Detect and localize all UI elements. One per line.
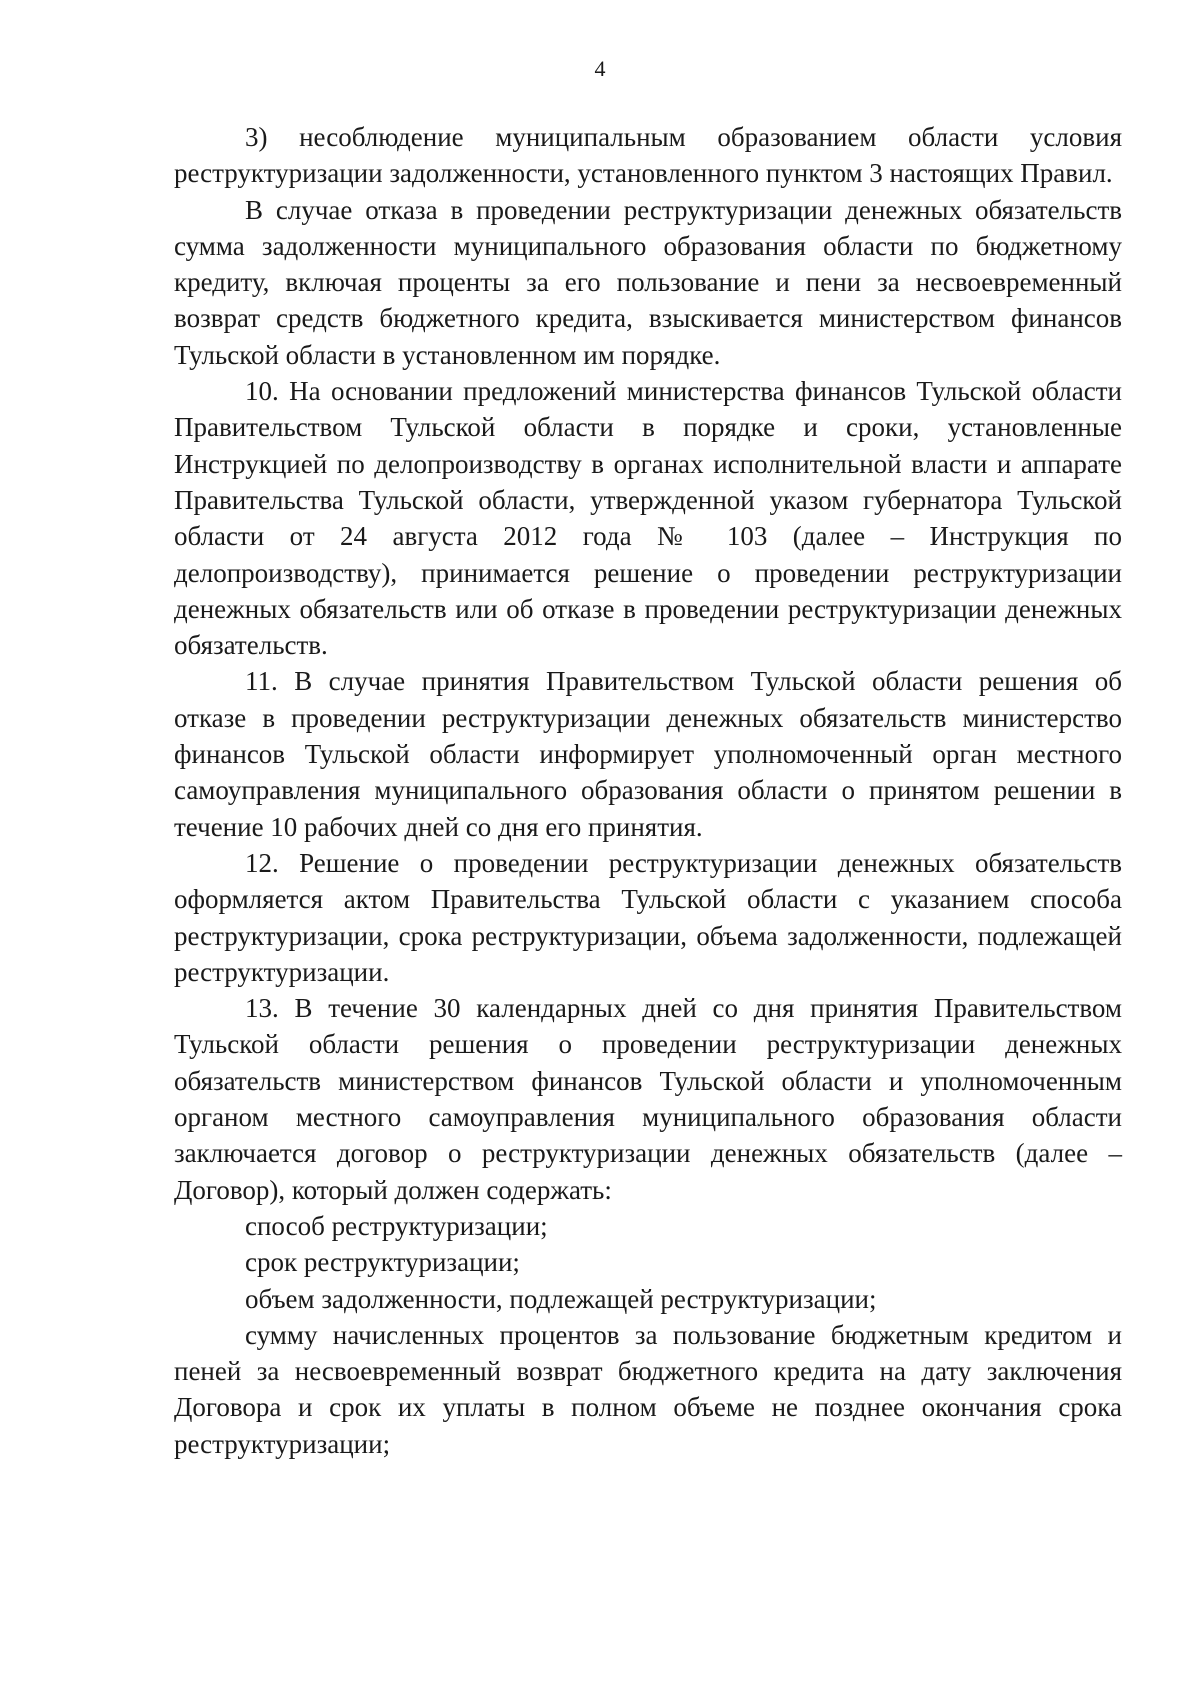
list-item-term: срок реструктуризации; <box>245 1247 520 1278</box>
document-body <box>174 119 1122 1462</box>
page-number: 4 <box>594 56 606 81</box>
paragraph-refusal-consequences: В случае отказа в проведении реструктуризации денежных обязательств сумма задолженности муниципального образования области по бюджетному кредиту, включая проценты за его пользование и пени за несвоевременный возврат средств бюджетного кредита, взыскивается министерством финансов Тульской области в установленном им порядке. <box>174 194 1122 370</box>
paragraph-subitem-3: 3) несоблюдение муниципальным образованием области условия реструктуризации задолженности, установленного пунктом 3 настоящих Правил. <box>174 122 1122 189</box>
paragraph-item-11: 11. В случае принятия Правительством Тульской области решения об отказе в проведении реструктуризации денежных обязательств министерство финансов Тульской области информирует уполномоченный орган местного самоуправления муниципального образования области о принятом решении в течение 10 рабочих дней со дня его принятия. <box>174 666 1122 842</box>
list-item-interest-amount: сумму начисленных процентов за пользование бюджетным кредитом и пеней за несвоевременный возврат бюджетного кредита на дату заключения Договора и срок их уплаты в полном объеме не позднее окончания срока реструктуризации; <box>174 1319 1122 1459</box>
list-item-method: способ реструктуризации; <box>245 1210 548 1241</box>
paragraph-item-13: 13. В течение 30 календарных дней со дня принятия Правительством Тульской области решения о проведении реструктуризации денежных обязательств министерством финансов Тульской области и уполномоченным органом местного самоуправления муниципального образования области заключается договор о реструктуризации денежных обязательств (далее – Договор), который должен содержать: <box>174 993 1122 1205</box>
paragraph-item-10: 10. На основании предложений министерства финансов Тульской области Правительством Тульской области в порядке и сроки, установленные Инструкцией по делопроизводству в органах исполнительной власти и аппарате Правительства Тульской области, утвержденной указом губернатора Тульской области от 24 августа 2012 года № 103 (далее – Инструкция по делопроизводству), принимается решение о проведении реструктуризации денежных обязательств или об отказе в проведении реструктуризации денежных обязательств. <box>174 376 1122 661</box>
paragraph-item-12: 12. Решение о проведении реструктуризации денежных обязательств оформляется актом Правительства Тульской области с указанием способа реструктуризации, срока реструктуризации, объема задолженности, подлежащей реструктуризации. <box>174 847 1122 987</box>
list-item-debt-volume: объем задолженности, подлежащей реструктуризации; <box>245 1283 877 1314</box>
